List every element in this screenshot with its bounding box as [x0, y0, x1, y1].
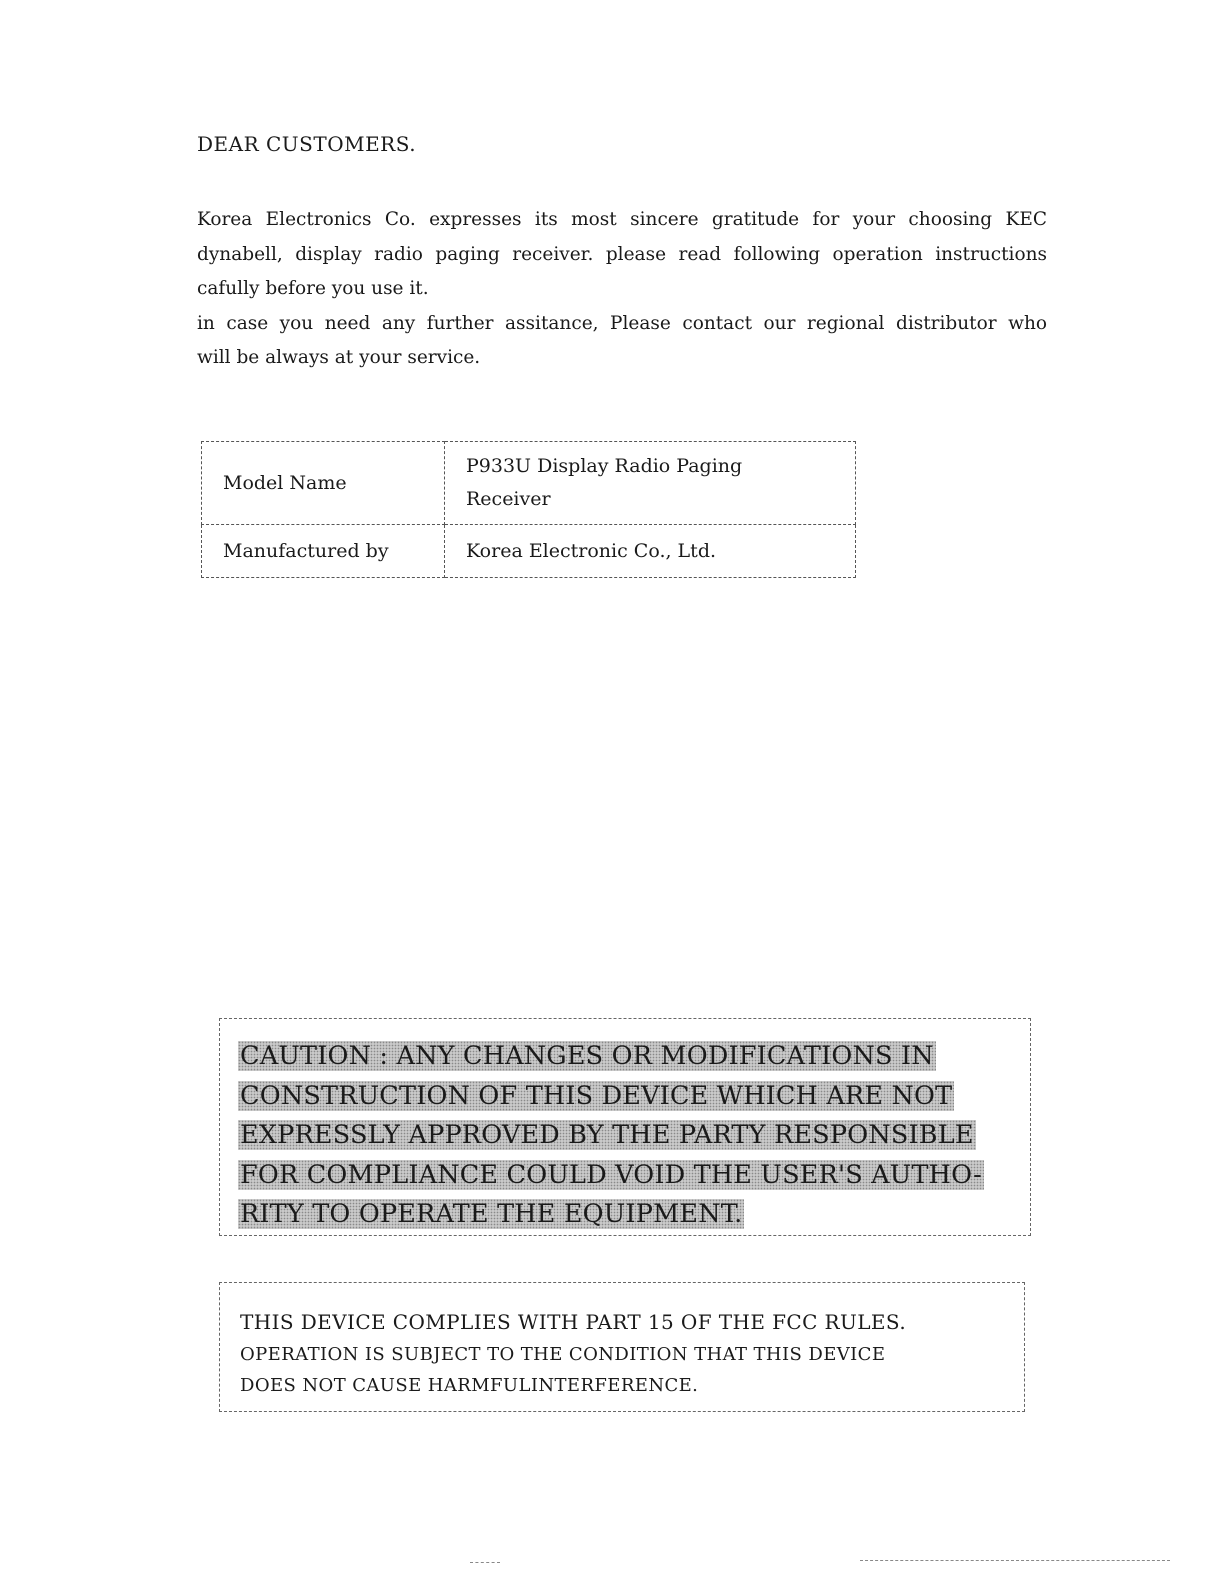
intro-line: will be always at your service.: [197, 347, 481, 368]
salutation-heading: DEAR CUSTOMERS.: [197, 132, 417, 156]
model-name-value-line: P933U Display Radio Paging: [466, 455, 743, 477]
model-name-value: [445, 442, 856, 525]
scan-artifact: [470, 1562, 500, 1563]
table-row: [202, 442, 856, 525]
caution-notice: [238, 1037, 1018, 1235]
fcc-compliance-box: [219, 1282, 1025, 1412]
model-name-label: Model Name: [202, 442, 445, 525]
fcc-notice: [240, 1307, 906, 1401]
fcc-line: OPERATION IS SUBJECT TO THE CONDITION THAT THIS DEVICE: [240, 1344, 886, 1365]
intro-line: in case you need any further assitance, Please contact our regional distributor who: [197, 312, 1047, 334]
caution-line: CONSTRUCTION OF THIS DEVICE WHICH ARE NOT: [240, 1080, 953, 1111]
intro-line: Korea Electronics Co. expresses its most sincere gratitude for your choosing KEC: [197, 209, 1047, 230]
manufacturer-value: Korea Electronic Co., Ltd.: [445, 525, 856, 578]
fcc-line: DOES NOT CAUSE HARMFULINTERFERENCE.: [240, 1375, 699, 1396]
product-info-table: [201, 441, 856, 578]
caution-box: [219, 1018, 1031, 1236]
scan-artifact: [860, 1560, 1170, 1561]
caution-line: RITY TO OPERATE THE EQUIPMENT.: [240, 1199, 743, 1229]
manufacturer-label: Manufactured by: [202, 525, 445, 578]
caution-line: FOR COMPLIANCE COULD VOID THE USER'S AUTHO-: [240, 1159, 982, 1190]
intro-paragraph: [197, 203, 1047, 376]
intro-line: dynabell, display radio paging receiver. please read following operation instructions: [197, 243, 1047, 265]
intro-line: cafully before you use it.: [197, 278, 429, 299]
caution-line: CAUTION : ANY CHANGES OR MODIFICATIONS IN: [240, 1041, 934, 1071]
table-row: [202, 525, 856, 578]
model-name-value-line: Receiver: [466, 488, 551, 510]
fcc-line: THIS DEVICE COMPLIES WITH PART 15 OF THE FCC RULES.: [240, 1310, 907, 1334]
caution-line: EXPRESSLY APPROVED BY THE PARTY RESPONSIBLE: [240, 1120, 974, 1150]
